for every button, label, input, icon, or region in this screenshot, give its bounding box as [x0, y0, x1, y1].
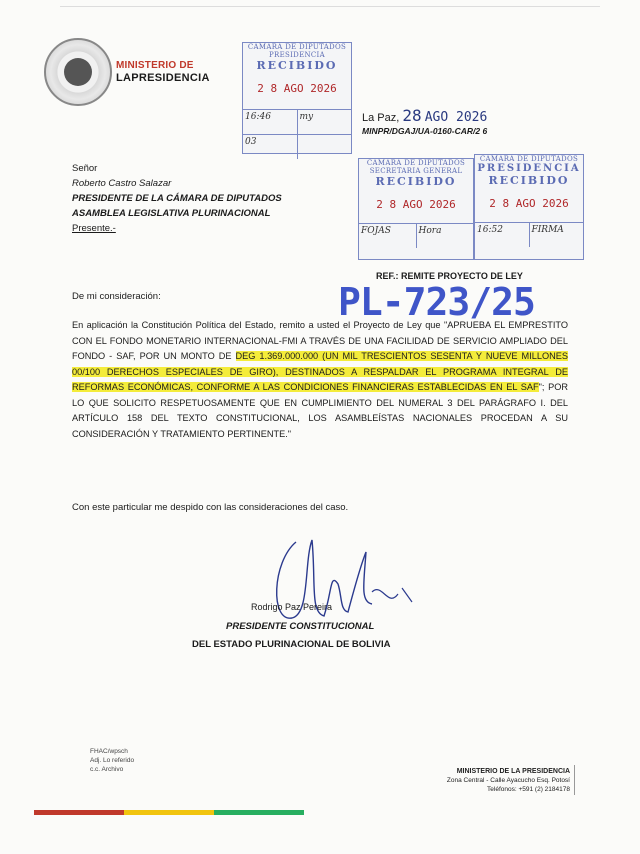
footer-address — [398, 767, 570, 794]
footer-divider — [574, 765, 575, 795]
stamp-received: RECIBIDO — [375, 175, 457, 188]
salutation: De mi consideración: — [72, 291, 161, 302]
stamp-line2: PRESIDENCIA — [477, 163, 581, 174]
national-seal-icon — [44, 38, 112, 106]
footer-phone: Teléfonos: +591 (2) 2184178 — [487, 786, 570, 793]
stamp-field: FIRMA — [531, 225, 564, 235]
stamp-field: 16:46 — [243, 110, 298, 134]
closing-text: Con este particular me despido con las consideraciones del caso. — [72, 502, 349, 513]
flag-yellow-stripe — [124, 810, 214, 815]
signer-name: Rodrigo Paz Pereira — [251, 602, 333, 612]
handwritten-signature — [252, 522, 432, 634]
stamp-received: RECIBIDO — [488, 174, 570, 187]
date-month-year: AGO 2026 — [424, 110, 488, 125]
stamp-received: RECIBIDO — [256, 59, 338, 72]
reference-code: MINPR/DGAJ/UA-0160-CAR/2 6 — [362, 126, 488, 136]
body-text-1: En aplicación la Constitución Política del Estado, remito a usted el Proyecto de Ley que "APRUEBA EL EMPRESTITO CON EL FONDO MONETARIO INTERNACIONAL-FMI A TRAVÉS DE UNA FACILIDAD DE SERVICIO AMPLIADO DEL FONDO - SAF, POR UN MONTO DE — [72, 320, 568, 361]
footer-line: Adj. Lo referido — [90, 757, 135, 764]
present-label: Presente.- — [72, 223, 116, 234]
flag-stripes — [34, 810, 304, 815]
stamp-line1: CAMARA DE DIPUTADOS — [479, 155, 579, 163]
ministry-name-line1: MINISTERIO DE — [116, 60, 194, 71]
addressee-title-1: PRESIDENTE DE LA CÁMARA DE DIPUTADOS — [72, 193, 282, 204]
date-day: 28 — [402, 106, 422, 125]
stamp-field: my — [299, 112, 314, 122]
page-edge — [60, 6, 600, 7]
flag-red-stripe — [34, 810, 124, 815]
flag-green-stripe — [214, 810, 304, 815]
addressee-title-2: ASAMBLEA LEGISLATIVA PLURINACIONAL — [72, 208, 271, 219]
greeting: Señor — [72, 163, 98, 174]
stamp-field: Hora — [418, 226, 442, 236]
body-text-2: "; POR LO QUE SOLICITO RESPETUOSAMENTE QUE EN CUMPLIMIENTO DEL NUMERAL 3 DEL PARÁGRAFO I. DEL ARTÍCULO 158 DEL TEXTO CONSTITUCIONAL, LOS ASAMBLEÍSTAS NACIONALES PROCEDAN A SU CONSIDERACIÓN Y TRATAMIENTO PERTINENTE." — [72, 382, 568, 439]
reference-subject: REF.: REMITE PROYECTO DE LEY — [376, 271, 523, 281]
footer-line: FHAC/wpsch — [90, 748, 128, 755]
stamp-field: FOJAS — [359, 224, 417, 248]
signer-title-1: PRESIDENTE CONSTITUCIONAL — [226, 621, 375, 632]
addressee-name: Roberto Castro Salazar — [72, 178, 172, 189]
stamp-line1: CAMARA DE DIPUTADOS — [247, 43, 347, 51]
letter-body — [72, 318, 568, 442]
stamp-date: 2 8 AGO 2026 — [257, 82, 337, 95]
bill-number-stamp: PL-723/25 — [338, 280, 535, 324]
place-date — [362, 106, 487, 125]
stamp-field: 16:52 — [475, 223, 530, 247]
stamp-line2: SECRETARIA GENERAL — [369, 167, 463, 175]
stamp-date: 2 8 AGO 2026 — [376, 198, 456, 211]
footer-initials — [90, 747, 134, 774]
stamp-line2: PRESIDENCIA — [269, 51, 325, 59]
footer-ministry: MINISTERIO DE LA PRESIDENCIA — [456, 768, 570, 775]
ministry-name-line2: LAPRESIDENCIA — [116, 72, 210, 84]
highlighted-amount: DEG 1.369.000.000 (UN MIL TRESCIENTOS SESENTA Y NUEVE MILLONES 00/100 DERECHOS ESPECIALES DE GIRO), DESTINADOS A RESPALDAR EL PROGRAMA INTEGRAL DE REFORMAS ECONÓMICAS, CONFORME A LAS CONDICIONES FINANCIERAS ESTABLECIDAS EN EL SAF — [72, 351, 568, 392]
stamp-field: 03 — [243, 135, 298, 159]
footer-street: Zona Central - Calle Ayacucho Esq. Potosí — [446, 777, 570, 784]
stamp-date: 2 8 AGO 2026 — [489, 197, 569, 210]
stamp-line1: CAMARA DE DIPUTADOS — [366, 159, 466, 167]
received-stamp-3 — [474, 154, 584, 260]
received-stamp-1 — [242, 42, 352, 154]
received-stamp-2 — [358, 158, 474, 260]
footer-line: c.c. Archivo — [90, 766, 124, 773]
place-label: La Paz, — [362, 112, 400, 124]
signer-title-2: DEL ESTADO PLURINACIONAL DE BOLIVIA — [192, 639, 391, 650]
